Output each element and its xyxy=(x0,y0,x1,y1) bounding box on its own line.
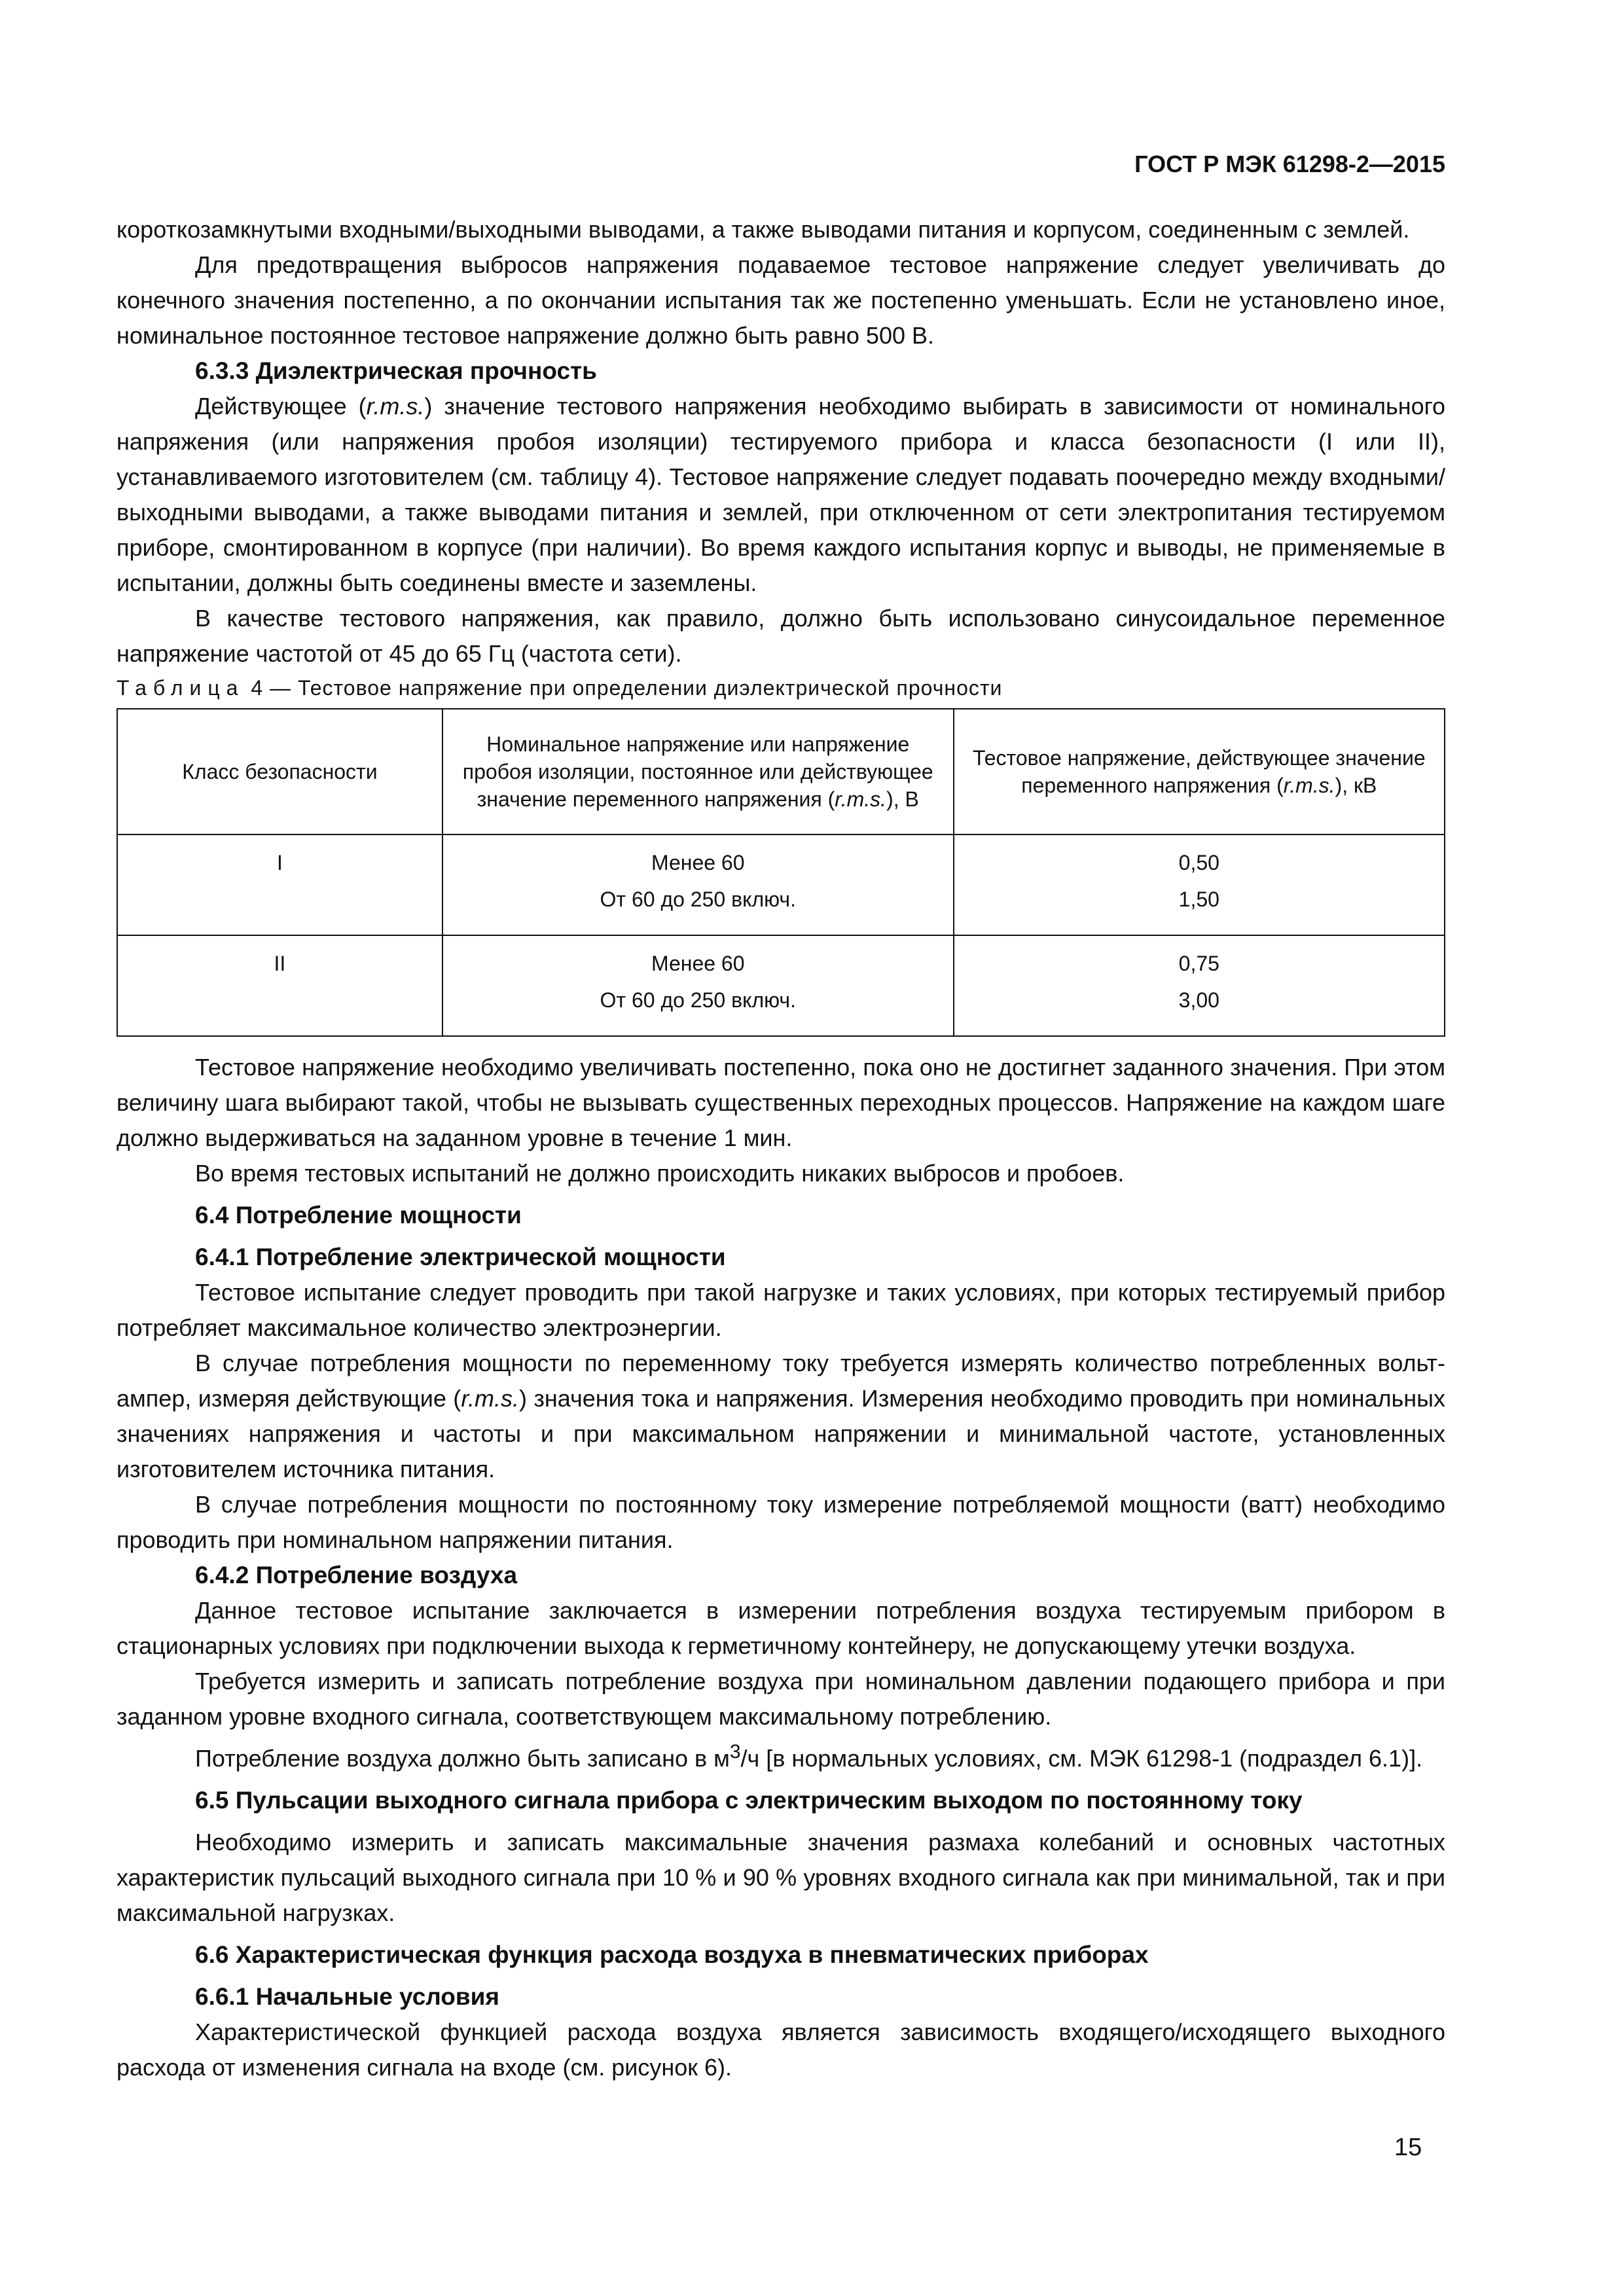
text-run: Действующее ( xyxy=(195,393,367,420)
cell-line: Менее 60 xyxy=(651,952,745,975)
section-heading-6-5: 6.5 Пульсации выходного сигнала прибора с электрическим выходом по постоянному току xyxy=(195,1787,1303,1814)
table-caption-label: Таблица xyxy=(117,676,245,700)
paragraph: короткозамкнутыми входными/выходными выводами, а также выводами питания и корпусом, соединенным с землей. xyxy=(117,216,1410,243)
cell-voltage xyxy=(442,834,954,935)
cell-class: I xyxy=(117,834,442,935)
rms-term: r.m.s. xyxy=(366,393,425,420)
section-heading-6-6: 6.6 Характеристическая функция расхода воздуха в пневматических приборах xyxy=(195,1941,1149,1968)
cell-line: 1,50 xyxy=(1178,888,1219,911)
paragraph: Данное тестовое испытание заключается в измерении потребления воздуха тестируемым прибором в стационарных условиях при подключении выхода к герметичному контейнеру, не допускающему утечки воздуха. xyxy=(117,1597,1445,1659)
paragraph: Тестовое напряжение необходимо увеличивать постепенно, пока оно не достигнет заданного значения. При этом величину шага выбирают такой, чтобы не вызывать существенных переходных процессов. Напряжение на каждом шаге должно выдерживаться на заданном уровне в течение 1 мин. xyxy=(117,1054,1445,1151)
cell-line: 0,50 xyxy=(1178,851,1219,874)
paragraph: Тестовое испытание следует проводить при такой нагрузке и таких условиях, при которых тестируемый прибор потребляет максимальное количество электроэнергии. xyxy=(117,1279,1445,1341)
cell-voltage xyxy=(442,935,954,1036)
header-nominal-voltage xyxy=(442,709,954,834)
rms-term: r.m.s. xyxy=(1283,774,1335,797)
paragraph: Во время тестовых испытаний не должно происходить никаких выбросов и пробоев. xyxy=(195,1160,1125,1187)
text-run: ) значение тестового напряжения необходимо выбирать в зависимости от номинального напряжения (или напряжения пробоя изоляции) тестируемого прибора и класса безопасности (I или II), устанавливаемого изготовителем (см. таблицу 4). Тестовое напряжение следует подавать поочередно между входными/выходными выводами, а также выводами питания и землей, при отключенном от сети электропитания тестируемом приборе, смонтированном в корпусе (при наличии). Во время каждого испытания корпус и выводы, не применяемые в испытании, должны быть соединены вместе и заземлены. xyxy=(117,393,1445,596)
document-header: ГОСТ Р МЭК 61298-2—2015 xyxy=(1134,151,1445,177)
paragraph: В случае потребления мощности по постоянному току измерение потребляемой мощности (ватт) необходимо проводить при номинальном напряжении питания. xyxy=(117,1491,1445,1553)
section-heading-6-4: 6.4 Потребление мощности xyxy=(195,1202,522,1229)
cell-line: Менее 60 xyxy=(651,851,745,874)
text-run: Номинальное напряжение или напряжение пробоя изоляции, постоянное или действующее значение переменного напряжения ( xyxy=(462,732,933,811)
table-header-row xyxy=(117,709,1445,834)
rms-term: r.m.s. xyxy=(835,787,887,811)
document-page xyxy=(117,151,1445,2085)
section-heading-6-6-1: 6.6.1 Начальные условия xyxy=(195,1983,499,2010)
text-run: ) значения тока и напряжения. Измерения необходимо проводить при номинальных значениях напряжения и частоты и при максимальном напряжении и минимальной частоте, установленных изготовителем источника питания. xyxy=(117,1385,1446,1482)
table-caption xyxy=(117,673,1445,703)
table-caption-text: 4 — Тестовое напряжение при определении диэлектрической прочности xyxy=(251,676,1003,700)
table-row xyxy=(117,935,1445,1036)
table-row xyxy=(117,834,1445,935)
paragraph: Требуется измерить и записать потребление воздуха при номинальном давлении подающего прибора и при заданном уровне входного сигнала, соответствующем максимальному потреблению. xyxy=(117,1668,1445,1730)
section-heading-6-4-2: 6.4.2 Потребление воздуха xyxy=(195,1562,518,1588)
cell-line: От 60 до 250 включ. xyxy=(600,988,796,1012)
header-test-voltage xyxy=(954,709,1445,834)
paragraph xyxy=(117,1346,1445,1487)
paragraph: Характеристической функцией расхода воздуха является зависимость входящего/исходящего выходного расхода от изменения сигнала на входе (см. рисунок 6). xyxy=(117,2018,1445,2081)
cell-class: II xyxy=(117,935,442,1036)
text-run: Тестовое напряжение, действующее значение переменного напряжения ( xyxy=(972,746,1426,797)
cell-line: 3,00 xyxy=(1178,988,1219,1012)
paragraph: Необходимо измерить и записать максимальные значения размаха колебаний и основных частотных характеристик пульсаций выходного сигнала при 10 % и 90 % уровнях входного сигнала как при минимальной, так и при максимальной нагрузках. xyxy=(117,1829,1445,1926)
text-run: /ч [в нормальных условиях, см. МЭК 61298-1 (подраздел 6.1)]. xyxy=(740,1745,1423,1772)
superscript: 3 xyxy=(729,1741,741,1763)
section-heading-6-4-1: 6.4.1 Потребление электрической мощности xyxy=(195,1244,726,1270)
rms-term: r.m.s. xyxy=(461,1385,519,1412)
cell-test-voltage xyxy=(954,834,1445,935)
cell-line: 0,75 xyxy=(1178,952,1219,975)
page-number: 15 xyxy=(1394,2134,1422,2161)
paragraph xyxy=(117,1734,1445,1776)
text-run: ), кВ xyxy=(1335,774,1377,797)
header-safety-class: Класс безопасности xyxy=(117,709,442,834)
text-run: Потребление воздуха должно быть записано в м xyxy=(195,1745,730,1772)
paragraph: В качестве тестового напряжения, как правило, должно быть использовано синусоидальное переменное напряжение частотой от 45 до 65 Гц (частота сети). xyxy=(117,605,1445,667)
table-4 xyxy=(117,708,1445,1037)
paragraph xyxy=(117,389,1445,601)
cell-line: От 60 до 250 включ. xyxy=(600,888,796,911)
text-run: В случае потребления мощности по переменному току требуется измерять количество потребленных вольт-ампер, измеряя действующие ( xyxy=(117,1350,1445,1412)
cell-test-voltage xyxy=(954,935,1445,1036)
text-run: ), В xyxy=(886,787,919,811)
section-heading-6-3-3: 6.3.3 Диэлектрическая прочность xyxy=(195,357,597,384)
paragraph: Для предотвращения выбросов напряжения подаваемое тестовое напряжение следует увеличивать до конечного значения постепенно, а по окончании испытания так же постепенно уменьшать. Если не установлено иное, номинальное постоянное тестовое напряжение должно быть равно 500 В. xyxy=(117,251,1445,349)
